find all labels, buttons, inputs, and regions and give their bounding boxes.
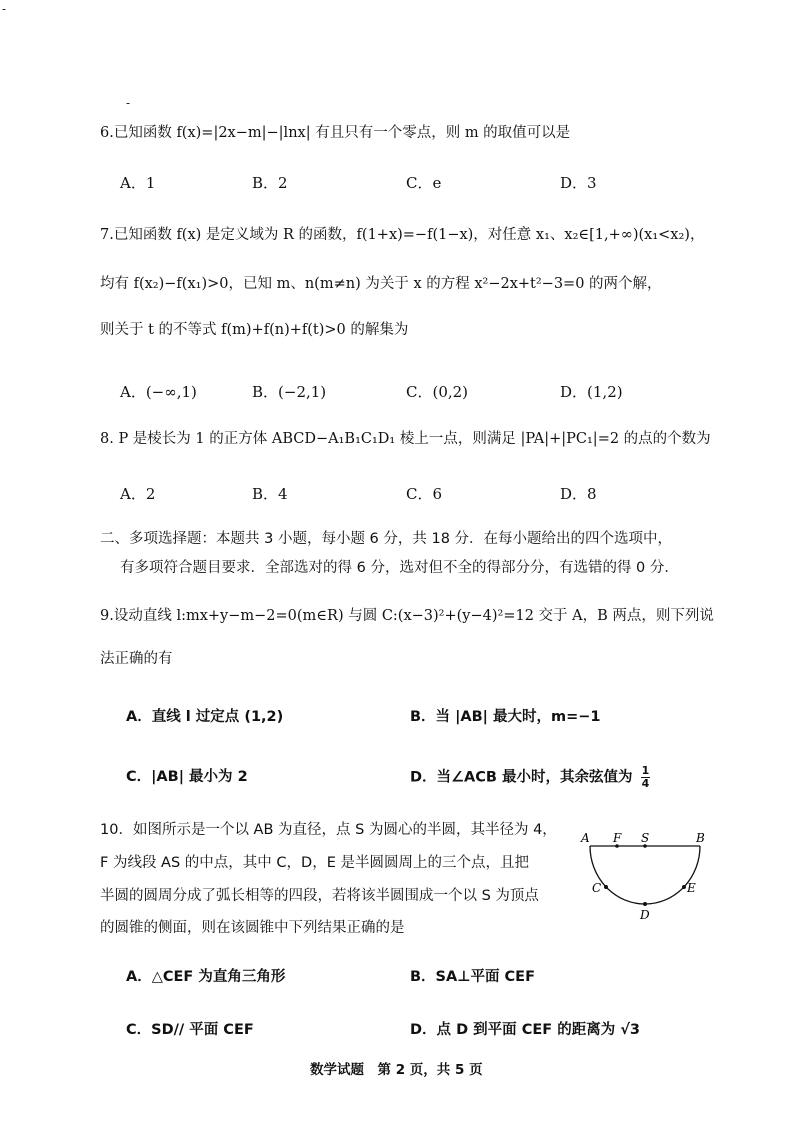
q10-option-c: C．SD// 平面 CEF: [126, 1022, 254, 1038]
q7-line-2: 均有 f(x₂)−f(x₁)>0，已知 m、n(m≠n) 为关于 x 的方程 x²−2x+t²−3=0 的两个解，: [100, 276, 662, 292]
q6-option-a: A．1: [120, 174, 156, 192]
q8-stem: 8. P 是棱长为 1 的正方体 ABCD−A₁B₁C₁D₁ 棱上一点，则满足 |PA|+|PC₁|=2 的点的个数为: [100, 431, 711, 447]
q9-option-d: [410, 765, 650, 790]
label-d: D: [640, 908, 650, 922]
q10-line-3: 半圆的圆周分成了弧长相等的四段，若将该半圆围成一个以 S 为顶点: [100, 888, 539, 904]
q6-stem: 6.已知函数 f(x)=|2x−m|−|lnx| 有且只有一个零点，则 m 的取值可以是: [100, 125, 571, 141]
q8-option-c: C．6: [406, 485, 443, 503]
q10-line-2: F 为线段 AS 的中点，其中 C，D，E 是半圆圆周上的三个点，且把: [100, 855, 529, 871]
q10-line-1: 10．如图所示是一个以 AB 为直径，点 S 为圆心的半圆，其半径为 4，: [100, 822, 557, 838]
q8-option-d: D．8: [560, 485, 597, 503]
q10-option-d: D．点 D 到平面 CEF 的距离为 √3: [410, 1022, 641, 1038]
q9-line-2: 法正确的有: [100, 651, 173, 667]
semicircle-arc: [590, 846, 700, 904]
label-a: A: [581, 831, 590, 845]
q9-line-1: 9.设动直线 l:mx+y−m−2=0(m∈R) 与圆 C:(x−3)²+(y−4)²=12 交于 A，B 两点，则下列说: [100, 608, 714, 624]
q7-option-b: B．(−2,1): [252, 383, 327, 401]
point-d: [643, 902, 647, 906]
label-e: E: [687, 881, 696, 895]
label-s: S: [641, 831, 650, 845]
q7-option-d: D．(1,2): [560, 383, 623, 401]
q9-option-a: A．直线 l 过定点 (1,2): [126, 709, 284, 725]
q9-option-d-text: D．当∠ACB 最小时，其余弦值为: [410, 769, 633, 786]
point-e: [682, 885, 686, 889]
q6-option-b: B．2: [252, 174, 288, 192]
section-2-heading: 二、多项选择题：本题共 3 小题，每小题 6 分，共 18 分．在每小题给出的四个选项中，: [100, 531, 673, 547]
scan-mark: -: [126, 96, 131, 110]
fraction-denominator: 4: [641, 777, 650, 791]
q7-option-c: C．(0,2): [406, 383, 469, 401]
section-2-instructions: 有多项符合题目要求．全部选对的得 6 分，选对但不全的得部分分，有选错的得 0 分．: [120, 560, 679, 576]
q8-option-a: A．2: [120, 485, 156, 503]
fraction-numerator: 1: [641, 764, 650, 777]
q9-option-b: B．当 |AB| 最大时，m=−1: [410, 709, 601, 725]
q6-option-c: C．e: [406, 174, 442, 192]
q10-option-a: A．△CEF 为直角三角形: [126, 969, 286, 985]
q10-option-b: B．SA⊥平面 CEF: [410, 969, 535, 985]
label-b: B: [696, 831, 705, 845]
q7-option-a: A．(−∞,1): [120, 383, 197, 401]
point-c: [604, 885, 608, 889]
label-f: F: [613, 831, 622, 845]
q8-option-b: B．4: [252, 485, 288, 503]
semicircle-figure: [575, 828, 720, 928]
q9-option-d-fraction: [641, 765, 651, 790]
label-c: C: [592, 881, 602, 895]
q9-option-c: C．|AB| 最小为 2: [126, 769, 248, 785]
page-footer: 数学试题 第 2 页，共 5 页: [310, 1062, 483, 1078]
q6-option-d: D．3: [560, 174, 597, 192]
q7-line-1: 7.已知函数 f(x) 是定义域为 R 的函数，f(1+x)=−f(1−x)，对任意 x₁、x₂∈[1,+∞)(x₁<x₂)，: [100, 227, 705, 243]
q7-line-3: 则关于 t 的不等式 f(m)+f(n)+f(t)>0 的解集为: [100, 322, 409, 338]
q10-line-4: 的圆锥的侧面，则在该圆锥中下列结果正确的是: [100, 920, 405, 936]
corner-mark: -: [2, 2, 7, 16]
